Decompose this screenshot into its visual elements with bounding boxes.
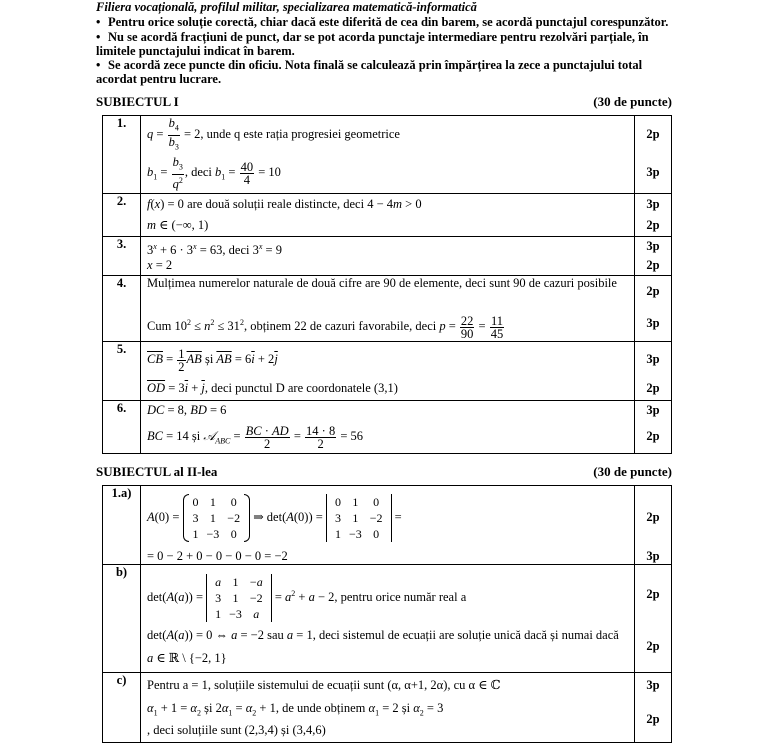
item-solution: $\overline{CB}$ = $\frac{1}{2}$ $\overline{AB}$ și $\overline{AB} = 6\overline{i} + 2\overline{j}$ $\overline{OD} = 3\overline{i} + \overline{j}$, deci punctul D are coordonatele (3,1): [141, 342, 635, 401]
item-score: 3p 2p: [635, 401, 672, 454]
item-number: 1.a): [103, 486, 141, 565]
item-score: 3p 2p: [635, 237, 672, 276]
table-row: [103, 401, 672, 454]
determinant-a0: 0 1 0 3 1 −2 1 −3 0: [326, 494, 392, 542]
item-score: 3p 2p: [635, 673, 672, 743]
section-2-header: [96, 464, 672, 480]
item-solution: A(0) = 0 1 0 3 1 −2 1 −3 0 ⇒ det(A(0)) = 0 1 0 3 1 −2 1 −3 0 = = 0 − 2 + 0 − 0 − 0 − 0 = −2: [141, 486, 635, 565]
item-number: 1.: [103, 116, 141, 194]
instruction-bullet-1: • Pentru orice soluție corectă, chiar dacă este diferită de cea din barem, se acordă punctajul corespunzător.: [96, 15, 669, 29]
table-row: [103, 565, 672, 673]
item-solution: DC = 8, BD = 6 BC = 14 și 𝒜$_{ABC}$ = $\frac{BC \cdot AD}{2}$ = $\frac{14 \cdot 8}{2}$ = 56: [141, 401, 635, 454]
item-number: b): [103, 565, 141, 673]
item-score: 2p 3p: [635, 116, 672, 194]
item-number: 5.: [103, 342, 141, 401]
table-row: [103, 673, 672, 743]
determinant-aa: a 1 −a 3 1 −2 1 −3 a: [206, 574, 272, 622]
table-row: [103, 486, 672, 565]
track-title: Filiera vocațională, profilul militar, specializarea matematică-informatică: [96, 0, 477, 14]
item-number: 2.: [103, 194, 141, 237]
item-score: 3p 2p: [635, 194, 672, 237]
item-number: 6.: [103, 401, 141, 454]
item-solution: $3^x + 6 \cdot 3^x = 63$, deci $3^x = 9$ x = 2: [141, 237, 635, 276]
item-solution: Mulțimea numerelor naturale de două cifre are 90 de elemente, deci sunt 90 de cazuri posibile Cum $10^2 \le n^2 \le 31^2$, obținem 22 de cazuri favorabile, deci p = $\frac{22}{90}$ = $\frac{11}{45}$: [141, 276, 635, 342]
instruction-bullet-2: • Nu se acordă fracțiuni de punct, dar se pot acorda punctaje intermediare pentru rezolvări parțiale, în limitele punctajului indicat în barem.: [96, 30, 649, 58]
item-solution: q = $\frac{b_4}{b_3}$ = 2, unde q este rația progresiei geometrice $b_1$ = $\frac{b_3}{q^2}$ , deci $b_1$ = $\frac{40}{4}$ = 10: [141, 116, 635, 194]
item-number: 3.: [103, 237, 141, 276]
table-row: [103, 276, 672, 342]
item-score: 2p 2p: [635, 565, 672, 673]
table-row: [103, 194, 672, 237]
item-number: c): [103, 673, 141, 743]
section-1-title: SUBIECTUL I: [96, 94, 179, 109]
matrix-a0: 0 1 0 3 1 −2 1 −3 0: [183, 494, 251, 542]
bullet-icon: •: [96, 15, 101, 29]
item-score: 3p 2p: [635, 342, 672, 401]
bullet-icon: •: [96, 30, 101, 44]
bullet-icon: •: [96, 58, 101, 72]
section-1-table: [102, 115, 672, 454]
section-1-header: [96, 94, 672, 110]
item-solution: Pentru a = 1, soluțiile sistemului de ecuații sunt (α, α+1, 2α), cu α ∈ ℂ $\alpha_1 + 1 = \alpha_2$ și $2\alpha_1 = \alpha_2 + 1$, de unde obținem $\alpha_1 = 2$ și $\alpha_2 = 3$ , deci soluțiile sunt (2,3,4) și (3,4,6): [141, 673, 635, 743]
item-score: 2p 3p: [635, 486, 672, 565]
table-row: [103, 116, 672, 194]
item-number: 4.: [103, 276, 141, 342]
section-2-points: (30 de puncte): [593, 464, 672, 479]
section-1-points: (30 de puncte): [593, 94, 672, 109]
table-row: [103, 342, 672, 401]
item-solution: f(x) = 0 are două soluții reale distincte, deci 4 − 4m > 0 m ∈ (−∞, 1): [141, 194, 635, 237]
table-row: [103, 237, 672, 276]
section-2-table: [102, 485, 672, 743]
item-score: 2p 3p: [635, 276, 672, 342]
instruction-bullet-3: • Se acordă zece puncte din oficiu. Nota finală se calculează prin împărțirea la zece a punctajului total acordat pentru lucrare.: [96, 58, 643, 86]
section-2-title: SUBIECTUL al II-lea: [96, 464, 218, 479]
item-solution: det(A(a)) = a 1 −a 3 1 −2 1 −3 a = $a^2 + a - 2$, pentru orice număr real a det(A(a)) = 0 ⇔ a = −2 sau a = 1, deci sistemul de ecuații are soluție unică dacă și numai dacă a ∈ ℝ \ {−2, 1}: [141, 565, 635, 673]
